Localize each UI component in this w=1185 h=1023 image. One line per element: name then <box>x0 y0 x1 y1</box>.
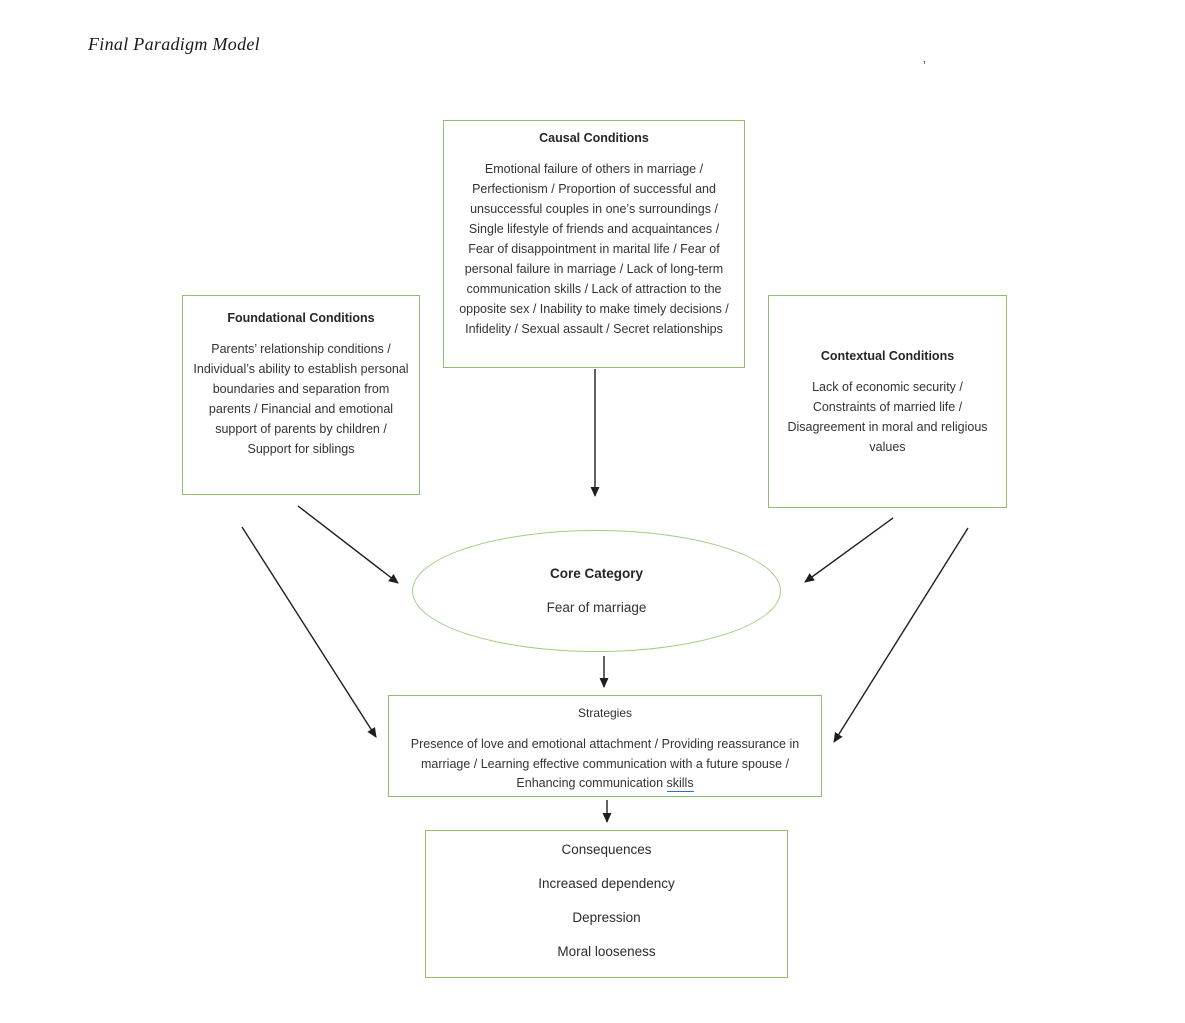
consequence-item: Moral looseness <box>557 944 656 959</box>
arrow-foundational-to-strategies <box>242 527 376 737</box>
strategies-box <box>388 695 822 797</box>
contextual-conditions-box <box>768 295 1007 508</box>
arrow-foundational-to-core <box>298 506 398 583</box>
causal-conditions-body: Emotional failure of others in marriage / Perfectionism / Proportion of successful and unsuccessful couples in one’s surroundings / Single lifestyle of friends and acquaintances / Fear of disappointment in marital life / Fear of personal failure in marriage / Lack of long-term communication skills / Lack of attraction to the opposite sex / Inability to make timely decisions / Infidelity / Sexual assault / Secret relationships <box>459 162 729 336</box>
page-title: Final Paradigm Model <box>88 34 260 54</box>
stray-mark: ’ <box>923 58 926 73</box>
consequence-item: Depression <box>572 910 641 925</box>
core-category-ellipse <box>412 530 781 652</box>
contextual-conditions-title: Contextual Conditions <box>820 349 955 363</box>
contextual-conditions-body: Lack of economic security / Constraints of married life / Disagreement in moral and religious values <box>787 380 988 454</box>
foundational-conditions-title: Foundational Conditions <box>227 311 375 325</box>
strategies-title: Strategies <box>577 706 633 720</box>
causal-conditions-title: Causal Conditions <box>539 131 649 145</box>
consequences-title: Consequences <box>561 842 652 857</box>
strategies-underlined-word: skills <box>666 776 694 790</box>
strategies-body <box>400 735 810 794</box>
foundational-conditions-body: Parents’ relationship conditions / Individual’s ability to establish personal boundaries and separation from parents / Financial and emotional support of parents by children / Support for siblings <box>193 342 409 456</box>
strategies-body-text: Presence of love and emotional attachment / Providing reassurance in marriage / Learning effective communication with a future spouse / Enhancing communication <box>410 737 800 790</box>
arrow-contextual-to-core <box>805 518 893 582</box>
arrow-contextual-to-strategies <box>834 528 968 742</box>
foundational-conditions-box <box>182 295 420 495</box>
consequences-box <box>425 830 788 978</box>
core-category-body: Fear of marriage <box>546 600 647 615</box>
core-category-title: Core Category <box>549 566 644 581</box>
consequence-item: Increased dependency <box>538 876 675 891</box>
causal-conditions-box <box>443 120 745 368</box>
